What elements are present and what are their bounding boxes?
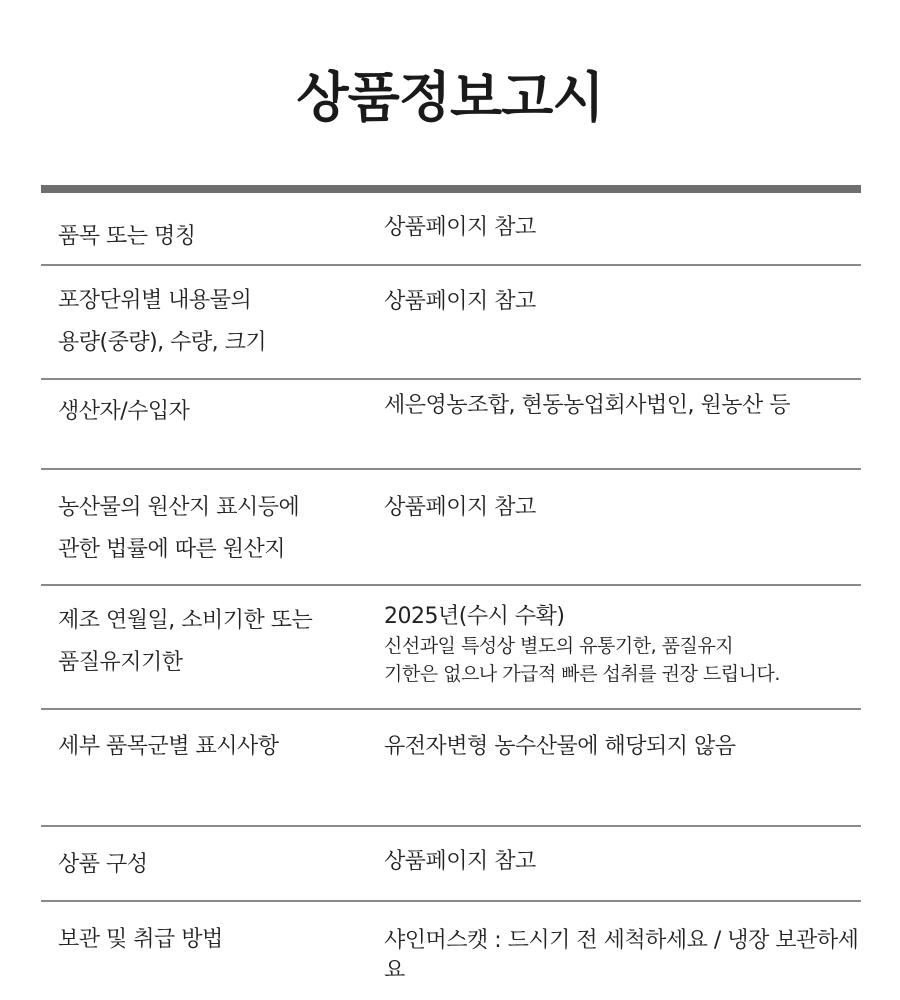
- row-label: 포장단위별 내용물의 용량(중량), 수량, 크기: [58, 288, 267, 355]
- row-label: 상품 구성: [58, 852, 148, 877]
- row-label: 제조 연월일, 소비기한 또는 품질유지기한: [58, 608, 313, 675]
- row-value: 유전자변형 농수산물에 해당되지 않음: [384, 734, 736, 759]
- table-row: [41, 827, 861, 902]
- row-value: 세은영농조합, 현동농업회사법인, 원농산 등: [384, 393, 791, 418]
- row-value-note: 신선과일 특성상 별도의 유통기한, 품질유지: [384, 635, 734, 657]
- table-row: [41, 380, 861, 470]
- table-row: [41, 470, 861, 586]
- table-row: [41, 193, 861, 266]
- table-row: [41, 902, 861, 998]
- row-value: 2025년(수시 수확): [384, 604, 565, 629]
- row-value: 상품페이지 참고: [384, 495, 536, 520]
- product-info-table: [41, 193, 861, 998]
- row-value: 상품페이지 참고: [384, 849, 536, 874]
- row-value-group: [384, 602, 861, 688]
- row-label: 농산물의 원산지 표시등에 관한 법률에 따른 원산지: [58, 495, 300, 562]
- row-value: 샤인머스캣 : 드시기 전 세척하세요 / 냉장 보관하세요: [384, 928, 859, 983]
- row-label: 품목 또는 명칭: [58, 224, 196, 249]
- row-label: 세부 품목군별 표시사항: [58, 734, 279, 759]
- table-row: [41, 710, 861, 827]
- row-value: 상품페이지 참고: [384, 289, 536, 314]
- row-label: 보관 및 취급 방법: [58, 927, 223, 952]
- row-value: 상품페이지 참고: [384, 215, 536, 240]
- row-value-note: 기한은 없으나 가급적 빠른 섭취를 권장 드립니다.: [384, 663, 780, 685]
- table-row: [41, 266, 861, 380]
- row-label: 생산자/수입자: [58, 399, 190, 424]
- page-title: 상품정보고시: [296, 66, 604, 129]
- table-row: [41, 586, 861, 710]
- table-top-rule: [41, 185, 861, 193]
